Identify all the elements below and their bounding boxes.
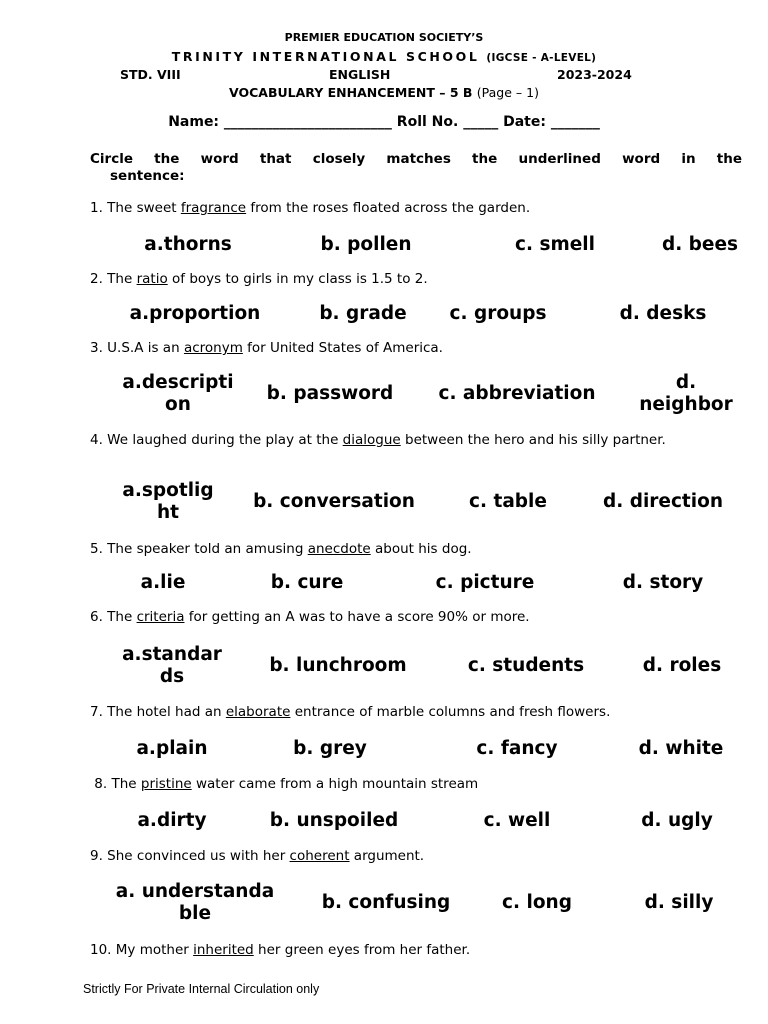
option-b[interactable]: b. confusing (321, 892, 451, 913)
subject: ENGLISH (329, 67, 391, 82)
option-d[interactable]: d. story (622, 572, 704, 593)
option-d[interactable]: d. white (638, 738, 724, 759)
option-d[interactable]: d. neighbor (639, 372, 733, 415)
question-text: water came from a high mountain stream (191, 776, 479, 792)
page-label: (Page – 1) (476, 85, 539, 100)
name-label: Name: (168, 114, 220, 130)
question-text: for United States of America. (242, 340, 443, 356)
underlined-word: fragrance (180, 200, 247, 216)
option-a[interactable]: a.proportion (129, 303, 261, 324)
option-c[interactable]: c. fancy (476, 738, 558, 759)
option-c[interactable]: c. students (467, 655, 585, 676)
instruction-line-1: Circle the word that closely matches the underlined word in the (90, 151, 742, 167)
standard: STD. VIII (120, 67, 181, 82)
option-b[interactable]: b. unspoiled (269, 810, 399, 831)
academic-year: 2023-2024 (557, 67, 632, 82)
option-a[interactable]: a.spotlig ht (122, 480, 214, 523)
underlined-word: inherited (193, 942, 254, 958)
question-10 (90, 942, 742, 959)
question-text: her green eyes from her father. (253, 942, 471, 958)
question-text: 10. My mother (90, 942, 194, 958)
question-5 (90, 541, 742, 558)
option-b[interactable]: b. conversation (253, 491, 415, 512)
option-c[interactable]: c. long (502, 892, 572, 913)
society-name: PREMIER EDUCATION SOCIETY’S (284, 31, 484, 44)
underlined-word: elaborate (225, 704, 291, 720)
option-a[interactable]: a. understanda ble (115, 881, 275, 924)
roll-blank: _____ (463, 114, 499, 130)
question-text: 9. She convinced us with her (90, 848, 290, 864)
question-7 (90, 704, 742, 721)
question-text: 2. The (90, 271, 137, 287)
question-text: 3. U.S.A is an (90, 340, 184, 356)
underlined-word: dialogue (342, 432, 401, 448)
school-name (0, 49, 768, 64)
option-d[interactable]: d. roles (642, 655, 722, 676)
option-d[interactable]: d. silly (644, 892, 714, 913)
question-text: 6. The (90, 609, 137, 625)
option-b[interactable]: b. grade (319, 303, 407, 324)
question-6 (90, 609, 742, 626)
option-c[interactable]: c. smell (515, 234, 595, 255)
question-text: 5. The speaker told an amusing (90, 541, 308, 557)
option-b[interactable]: b. grey (293, 738, 367, 759)
option-a[interactable]: a.plain (136, 738, 208, 759)
date-label: Date: (503, 114, 546, 130)
option-c[interactable]: c. table (469, 491, 547, 512)
option-d[interactable]: d. desks (619, 303, 707, 324)
underlined-word: pristine (140, 776, 192, 792)
underlined-word: criteria (136, 609, 185, 625)
question-text: from the roses floated across the garden. (246, 200, 531, 216)
question-9 (90, 848, 742, 865)
question-text: about his dog. (370, 541, 472, 557)
option-a[interactable]: a.standar ds (122, 644, 222, 687)
question-text: 8. The (90, 776, 141, 792)
underlined-word: ratio (136, 271, 168, 287)
name-blank: ________________________ (223, 114, 392, 130)
option-c[interactable]: c. picture (435, 572, 535, 593)
option-c[interactable]: c. groups (449, 303, 547, 324)
option-a[interactable]: a.lie (140, 572, 186, 593)
date-blank: _______ (550, 114, 600, 130)
worksheet-title (0, 85, 768, 100)
footer-note: Strictly For Private Internal Circulation only (83, 982, 320, 996)
option-b[interactable]: b. lunchroom (269, 655, 407, 676)
underlined-word: anecdote (307, 541, 371, 557)
option-b[interactable]: b. pollen (320, 234, 412, 255)
option-d[interactable]: d. direction (603, 491, 723, 512)
instruction-line-2: sentence: (110, 168, 185, 184)
question-text: 1. The sweet (90, 200, 181, 216)
question-text: entrance of marble columns and fresh flowers. (290, 704, 611, 720)
option-d[interactable]: d. ugly (641, 810, 713, 831)
question-text: of boys to girls in my class is 1.5 to 2. (167, 271, 428, 287)
question-text: argument. (349, 848, 425, 864)
option-a[interactable]: a.dirty (137, 810, 207, 831)
underlined-word: coherent (289, 848, 350, 864)
option-d[interactable]: d. bees (661, 234, 739, 255)
school-tag: (IGCSE - A-LEVEL) (486, 52, 597, 64)
question-3 (90, 340, 742, 357)
question-4 (90, 432, 742, 449)
question-text: for getting an A was to have a score 90% or more. (184, 609, 530, 625)
underlined-word: acronym (183, 340, 243, 356)
question-text: 7. The hotel had an (90, 704, 226, 720)
option-c[interactable]: c. well (483, 810, 551, 831)
worksheet-title-text: VOCABULARY ENHANCEMENT – 5 B (229, 85, 473, 100)
student-info-line (0, 114, 768, 130)
question-1 (90, 200, 742, 217)
option-a[interactable]: a.thorns (144, 234, 232, 255)
question-text: 4. We laughed during the play at the (90, 432, 343, 448)
option-b[interactable]: b. password (266, 383, 394, 404)
roll-label: Roll No. (396, 114, 459, 130)
option-b[interactable]: b. cure (270, 572, 344, 593)
question-2 (90, 271, 742, 288)
school-title: TRINITY INTERNATIONAL SCHOOL (171, 49, 480, 64)
question-8 (90, 776, 742, 793)
option-a[interactable]: a.descripti on (122, 372, 234, 415)
option-c[interactable]: c. abbreviation (438, 383, 596, 404)
question-text: between the hero and his silly partner. (400, 432, 666, 448)
